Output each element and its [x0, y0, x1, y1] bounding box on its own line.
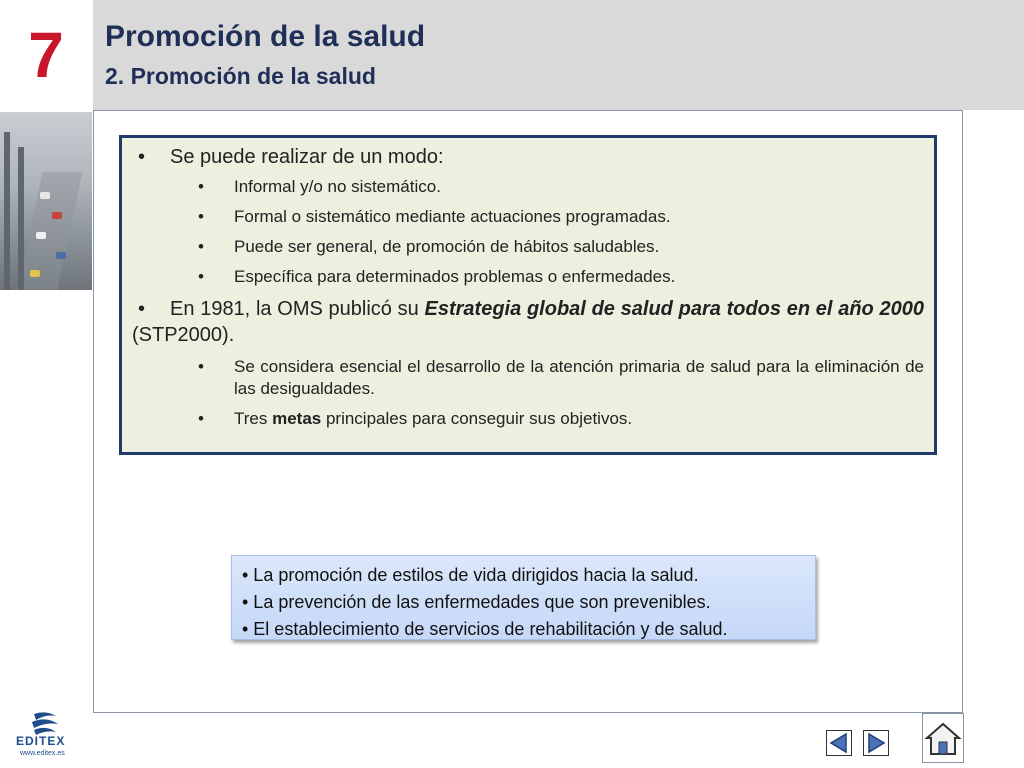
photo-car	[40, 192, 50, 199]
sub-bullet-text: Puede ser general, de promoción de hábitos saludables.	[234, 237, 660, 256]
home-button[interactable]	[922, 713, 964, 763]
bullet-dot: •	[198, 177, 204, 196]
bullet-dot: •	[198, 357, 204, 376]
chapter-number-text: 7	[28, 19, 64, 91]
chapter-number	[0, 0, 92, 110]
goal-item: • La promoción de estilos de vida dirigidos hacia la salud.	[242, 565, 699, 585]
bullet-dot: •	[138, 298, 146, 320]
logo-url: www.editex.es	[20, 750, 65, 757]
sub-bullet	[132, 356, 924, 400]
next-slide-button[interactable]	[863, 730, 889, 756]
bullet-dot: •	[198, 237, 204, 256]
sub-bullet-text: Informal y/o no sistemático.	[234, 177, 441, 196]
house-icon	[923, 714, 963, 762]
bullet-oms	[132, 296, 924, 348]
sub-bullet	[132, 206, 924, 228]
oms-text-pre: En 1981, la OMS publicó su	[170, 298, 425, 320]
sub-bullet	[132, 266, 924, 288]
goals-post: principales para conseguir sus objetivos.	[321, 409, 633, 428]
goal-item: • La prevención de las enfermedades que son prevenibles.	[242, 592, 711, 612]
triangle-left-icon	[826, 730, 852, 756]
goals-bold: metas	[272, 409, 322, 428]
bullet-dot: •	[198, 207, 204, 226]
bullet-dot: •	[138, 146, 146, 168]
bullet-dot: •	[198, 267, 204, 286]
sub-bullet	[132, 236, 924, 258]
sub-bullet	[132, 408, 924, 430]
sub-bullet-text: Específica para determinados problemas o enfermedades.	[234, 267, 676, 286]
photo-pillar	[18, 147, 24, 290]
slide-subtitle: 2. Promoción de la salud	[105, 63, 376, 89]
strategy-name: Estrategia global de salud para todos en el año 2000	[424, 298, 924, 320]
main-text-box	[119, 135, 937, 455]
photo-car	[56, 252, 66, 259]
prev-slide-button[interactable]	[826, 730, 852, 756]
traffic-photo	[0, 112, 92, 290]
triangle-right-icon	[863, 730, 889, 756]
photo-pillar	[4, 132, 10, 290]
goal-item: • El establecimiento de servicios de rehabilitación y de salud.	[242, 619, 728, 639]
goals-box	[231, 555, 816, 640]
sub-bullet	[132, 176, 924, 198]
sub-bullet-text: Formal o sistemático mediante actuaciones programadas.	[234, 207, 671, 226]
photo-car	[36, 232, 46, 239]
photo-car	[30, 270, 40, 277]
sub-bullet-text: Se considera esencial el desarrollo de la atención primaria de salud para la eliminación de las desigualdades.	[234, 357, 924, 398]
logo-brand: EDITEX	[16, 734, 66, 748]
photo-car	[52, 212, 62, 219]
editex-logo	[12, 710, 78, 762]
bullet-modes-text: Se puede realizar de un modo:	[170, 146, 444, 168]
slide-title: Promoción de la salud	[105, 20, 426, 53]
bullet-dot: •	[198, 409, 204, 428]
oms-text-post: (STP2000).	[132, 324, 235, 346]
photo-road	[17, 172, 82, 290]
goals-pre: Tres	[234, 409, 273, 428]
bullet-modes	[132, 144, 924, 170]
slide-header	[93, 0, 1024, 110]
